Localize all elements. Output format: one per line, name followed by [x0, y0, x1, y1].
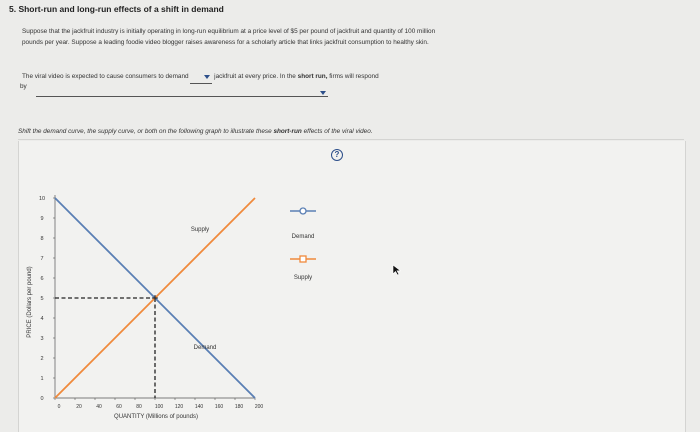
instruction-bold: short-run [273, 128, 302, 135]
intro-line-1: Suppose that the jackfruit industry is initially operating in long-run equilibrium at a price level of $5 per pound of jackfruit and quantity of 100 million [22, 28, 436, 35]
x-tick-label: 180 [234, 404, 244, 410]
question-part-2: jackfruit at every price. In the [214, 73, 296, 80]
help-icon[interactable]: ? [331, 149, 343, 161]
y-tick-label: 4 [40, 316, 44, 322]
demand-curve-label: Demand [193, 345, 217, 351]
instruction-part-2: effects of the viral video. [303, 128, 373, 135]
legend-supply-label: Supply [293, 275, 313, 281]
x-tick-label: 0 [57, 404, 61, 410]
legend-demand-tool[interactable] [290, 208, 316, 214]
y-tick-label: 8 [40, 236, 44, 242]
y-axis-label: PRICE (Dollars per pound) [27, 266, 33, 338]
x-tick-label: 40 [96, 404, 102, 410]
x-tick-label: 80 [136, 404, 142, 410]
question-part-1: The viral video is expected to cause consumers to demand [22, 73, 189, 80]
x-tick-label: 100 [154, 404, 164, 410]
question-title: 5. Short-run and long-run effects of a shift in demand [9, 4, 224, 14]
question-part-3: firms will respond [329, 73, 379, 80]
y-tick-label: 5 [40, 296, 44, 302]
x-tick-label: 20 [76, 404, 82, 410]
y-tick-label: 9 [40, 216, 44, 222]
x-tick-label: 200 [254, 404, 264, 410]
y-tick-label: 7 [40, 256, 44, 262]
intro-line-2: pounds per year. Suppose a leading foodie video blogger raises awareness for a scholarly article that links jackfruit consumption to healthy skin. [22, 39, 429, 46]
supply-handle-icon [300, 256, 306, 262]
x-axis-label: QUANTITY (Millions of pounds) [114, 414, 198, 420]
question-part-4: by [20, 83, 27, 90]
x-ticks [55, 398, 263, 410]
mouse-cursor-icon [392, 264, 402, 276]
question-bold: short run, [297, 73, 328, 80]
y-ticks [39, 196, 55, 402]
y-tick-label: 10 [38, 196, 46, 202]
y-tick-label: 1 [40, 376, 44, 382]
legend-supply-tool[interactable] [290, 256, 316, 262]
demand-handle-icon [300, 208, 306, 214]
y-tick-label: 3 [40, 336, 44, 342]
x-tick-label: 60 [116, 404, 122, 410]
instruction-part-1: Shift the demand curve, the supply curve, or both on the following graph to illustrate these [18, 128, 272, 135]
supply-curve-label: Supply [190, 227, 210, 233]
x-tick-label: 160 [214, 404, 224, 410]
y-tick-label: 6 [40, 276, 44, 282]
y-tick-label: 0 [40, 396, 44, 402]
x-tick-label: 140 [194, 404, 204, 410]
y-tick-label: 2 [40, 356, 44, 362]
x-tick-label: 120 [174, 404, 184, 410]
legend-demand-label: Demand [291, 234, 315, 240]
